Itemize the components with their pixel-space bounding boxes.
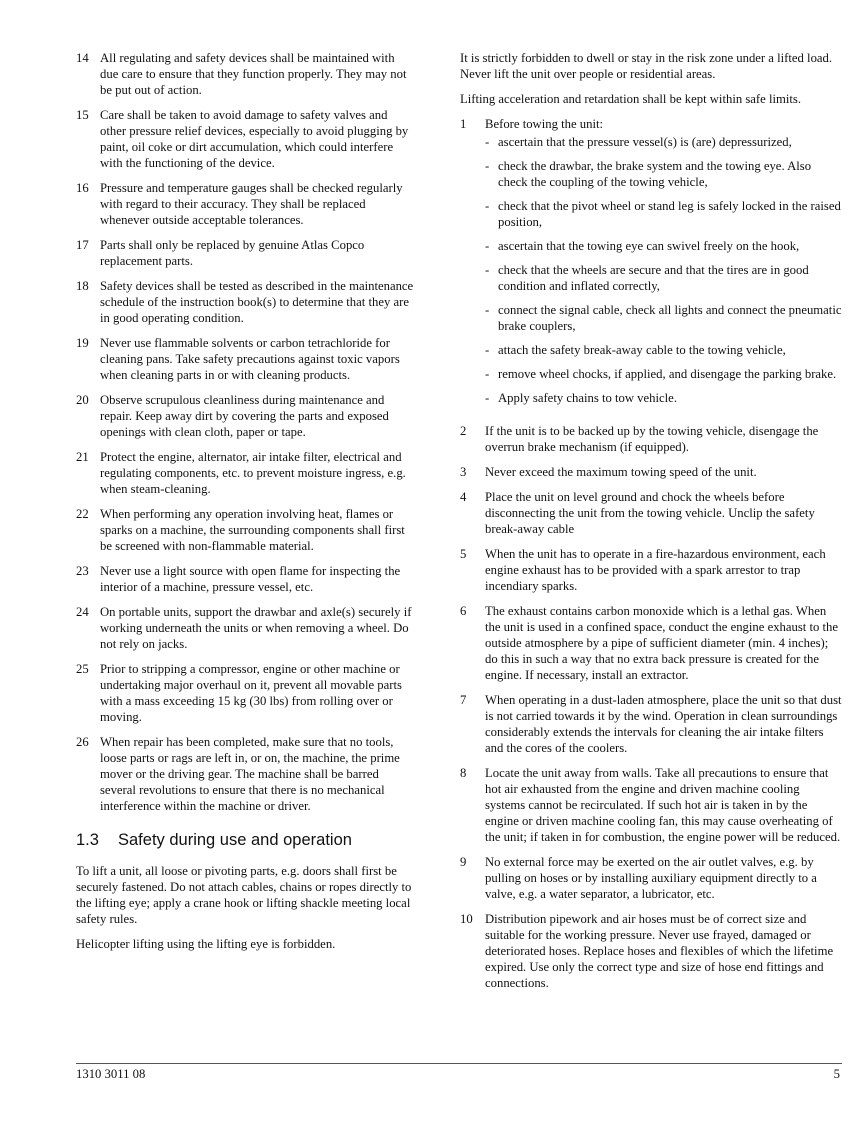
item-body bbox=[485, 765, 842, 845]
item-number: 1 bbox=[460, 117, 467, 131]
item-text: Prior to stripping a compressor, engine or other machine or undertaking major overhaul on it, prevent all movable parts with a mass exceeding 15 kg (30 lbs) from rolling over or moving. bbox=[100, 662, 402, 724]
item-body bbox=[485, 911, 842, 991]
item-number: 25 bbox=[76, 662, 89, 676]
right-column bbox=[460, 50, 842, 1000]
numbered-item bbox=[460, 692, 842, 756]
bullet-dash: - bbox=[485, 343, 490, 357]
item-text: The exhaust contains carbon monoxide which is a lethal gas. When the unit is used in a confined space, conduct the engine exhaust to the outside atmosphere by a pipe of sufficient diameter (min. 4 inches); do this in such a way that no extra back pressure is created for the engine. If necessary, install an extractor. bbox=[485, 604, 839, 682]
item-body bbox=[485, 489, 842, 537]
bullet-dash: - bbox=[485, 135, 490, 149]
numbered-item bbox=[76, 604, 416, 652]
numbered-item bbox=[76, 506, 416, 554]
numbered-item bbox=[76, 107, 416, 171]
item-body bbox=[100, 449, 416, 497]
item-text: When operating in a dust-laden atmosphere, place the unit so that dust is not carried towards it by the wind. Operation in clean surroundings considerably extends the intervals for cleaning the air intake filters and the cores of the coolers. bbox=[485, 693, 842, 755]
bullet-dash: - bbox=[485, 199, 490, 213]
item-text: When repair has been completed, make sure that no tools, loose parts or rags are left in, or on, the machine, the prime mover or the driving gear. The machine shall be barred several revolutions to ensure that there is no mechanical interference within the machine or driver. bbox=[100, 735, 400, 813]
item-body bbox=[485, 464, 842, 480]
intro-paragraph: It is strictly forbidden to dwell or stay in the risk zone under a lifted load. Never lift the unit over people or residential areas. bbox=[460, 51, 833, 81]
item-text: Distribution pipework and air hoses must be of correct size and suitable for the working pressure. Never use frayed, damaged or deteriorated hoses. Replace hoses and flexibles of which the lifetime expired. Use only the correct type and size of hose end fittings and connections. bbox=[485, 912, 834, 990]
bullet-text: remove wheel chocks, if applied, and disengage the parking brake. bbox=[498, 367, 837, 381]
bullet-item bbox=[485, 158, 842, 190]
bullet-item bbox=[485, 134, 842, 150]
bullet-text: check the drawbar, the brake system and the towing eye. Also check the coupling of the towing vehicle, bbox=[498, 159, 812, 189]
bullet-item bbox=[485, 262, 842, 294]
item-text: Parts shall only be replaced by genuine Atlas Copco replacement parts. bbox=[100, 238, 365, 268]
numbered-item bbox=[76, 563, 416, 595]
item-number: 8 bbox=[460, 766, 467, 780]
bullet-item bbox=[485, 342, 842, 358]
numbered-item bbox=[76, 734, 416, 814]
section-paragraph: To lift a unit, all loose or pivoting parts, e.g. doors shall first be securely fastened. Do not attach cables, chains or ropes directly to the lifting eye; apply a crane hook or lifting shackle meeting local safety rules. bbox=[76, 864, 412, 926]
item-number: 20 bbox=[76, 393, 89, 407]
item-text: If the unit is to be backed up by the towing vehicle, disengage the overrun brake mechanism (if equipped). bbox=[485, 424, 819, 454]
numbered-item bbox=[460, 854, 842, 902]
numbered-item bbox=[76, 335, 416, 383]
bullet-dash: - bbox=[485, 391, 490, 405]
item-number: 4 bbox=[460, 490, 467, 504]
bullet-dash: - bbox=[485, 159, 490, 173]
item-number: 3 bbox=[460, 465, 467, 479]
item-number: 10 bbox=[460, 912, 473, 926]
item-text: Before towing the unit: bbox=[485, 117, 604, 131]
bullet-item bbox=[485, 390, 842, 406]
item-body bbox=[485, 692, 842, 756]
bullet-dash: - bbox=[485, 263, 490, 277]
numbered-item bbox=[76, 237, 416, 269]
item-number: 23 bbox=[76, 564, 89, 578]
item-body bbox=[100, 180, 416, 228]
document-number: 1310 3011 08 bbox=[76, 1067, 146, 1081]
item-body bbox=[100, 604, 416, 652]
item-text: Place the unit on level ground and chock the wheels before disconnecting the unit from the towing vehicle. Unclip the safety break-away cable bbox=[485, 490, 815, 536]
bullet-dash: - bbox=[485, 239, 490, 253]
numbered-item bbox=[76, 449, 416, 497]
item-body bbox=[485, 423, 842, 455]
item-body bbox=[485, 603, 842, 683]
item-body bbox=[100, 563, 416, 595]
item-number: 19 bbox=[76, 336, 89, 350]
numbered-item bbox=[76, 278, 416, 326]
item-number: 5 bbox=[460, 547, 467, 561]
numbered-item bbox=[460, 464, 842, 480]
item-body bbox=[100, 335, 416, 383]
numbered-item bbox=[460, 603, 842, 683]
bullet-item bbox=[485, 302, 842, 334]
item-text: Locate the unit away from walls. Take all precautions to ensure that hot air exhausted from the engine and driven machine cooling systems cannot be recirculated. If such hot air is taken in by the engine or driven machine cooling fan, this may cause overheating of the unit; if taken in for combustion, the engine power will be reduced. bbox=[485, 766, 841, 844]
item-text: On portable units, support the drawbar and axle(s) securely if working underneath the units or when removing a wheel. Do not rely on jacks. bbox=[100, 605, 412, 651]
bullet-item bbox=[485, 198, 842, 230]
section-paragraph: Helicopter lifting using the lifting eye is forbidden. bbox=[76, 937, 336, 951]
intro-paragraph: Lifting acceleration and retardation shall be kept within safe limits. bbox=[460, 92, 802, 106]
item-text: All regulating and safety devices shall be maintained with due care to ensure that they function properly. They may not be put out of action. bbox=[100, 51, 407, 97]
numbered-item bbox=[76, 50, 416, 98]
item-body bbox=[100, 392, 416, 440]
item-body bbox=[100, 734, 416, 814]
section-number: 1.3 bbox=[76, 831, 99, 849]
item-number: 17 bbox=[76, 238, 89, 252]
bullet-item bbox=[485, 238, 842, 254]
item-text: Protect the engine, alternator, air intake filter, electrical and regulating components, etc. to prevent moisture ingress, e.g. when steam-cleaning. bbox=[100, 450, 406, 496]
bullet-dash: - bbox=[485, 367, 490, 381]
numbered-item bbox=[76, 392, 416, 440]
section-title: Safety during use and operation bbox=[118, 831, 352, 849]
item-text: No external force may be exerted on the air outlet valves, e.g. by pulling on hoses or by installing auxiliary equipment directly to a valve, e.g. a water separator, a lubricator, etc. bbox=[485, 855, 817, 901]
item-number: 9 bbox=[460, 855, 467, 869]
item-number: 16 bbox=[76, 181, 89, 195]
item-body bbox=[485, 546, 842, 594]
bullet-text: Apply safety chains to tow vehicle. bbox=[498, 391, 677, 405]
item-text: Care shall be taken to avoid damage to safety valves and other pressure relief devices, especially to avoid plugging by paint, oil coke or dirt accumulation, which could interfere with the functioning of the device. bbox=[100, 108, 409, 170]
numbered-item bbox=[460, 489, 842, 537]
item-body bbox=[485, 854, 842, 902]
item-body bbox=[100, 278, 416, 326]
page-number: 5 bbox=[833, 1067, 840, 1081]
numbered-item bbox=[460, 423, 842, 455]
item-number: 7 bbox=[460, 693, 467, 707]
section-heading bbox=[76, 830, 416, 850]
footer-rule bbox=[76, 1063, 842, 1064]
item-body bbox=[100, 107, 416, 171]
bullet-text: ascertain that the pressure vessel(s) is (are) depressurized, bbox=[498, 135, 792, 149]
item-text: Observe scrupulous cleanliness during maintenance and repair. Keep away dirt by covering the parts and exposed openings with clean cloth, paper or tape. bbox=[100, 393, 389, 439]
item-number: 26 bbox=[76, 735, 89, 749]
item-text: When the unit has to operate in a fire-hazardous environment, each engine exhaust has to be provided with a spark arrestor to trap incendiary sparks. bbox=[485, 547, 826, 593]
item-number: 21 bbox=[76, 450, 89, 464]
numbered-item bbox=[76, 180, 416, 228]
numbered-item bbox=[76, 661, 416, 725]
item-body bbox=[100, 50, 416, 98]
item-text: Never use flammable solvents or carbon tetrachloride for cleaning pans. Take safety precautions against toxic vapors when cleaning parts in or with cleaning products. bbox=[100, 336, 400, 382]
numbered-item bbox=[460, 765, 842, 845]
numbered-item bbox=[460, 546, 842, 594]
numbered-item bbox=[460, 116, 842, 414]
item-text: When performing any operation involving heat, flames or sparks on a machine, the surrounding components shall first be screened with non-flammable material. bbox=[100, 507, 405, 553]
item-text: Never exceed the maximum towing speed of the unit. bbox=[485, 465, 757, 479]
numbered-item bbox=[460, 911, 842, 991]
bullet-text: check that the wheels are secure and that the tires are in good condition and inflated correctly, bbox=[498, 263, 809, 293]
left-column bbox=[76, 50, 416, 961]
right-item-list bbox=[460, 116, 842, 991]
bullet-text: connect the signal cable, check all lights and connect the pneumatic brake couplers, bbox=[498, 303, 842, 333]
item-body bbox=[100, 237, 416, 269]
item-number: 6 bbox=[460, 604, 467, 618]
bullet-item bbox=[485, 366, 842, 382]
bullet-text: ascertain that the towing eye can swivel freely on the hook, bbox=[498, 239, 800, 253]
left-item-list bbox=[76, 50, 416, 814]
item-number: 14 bbox=[76, 51, 89, 65]
item-number: 24 bbox=[76, 605, 89, 619]
item-body bbox=[100, 661, 416, 725]
item-number: 15 bbox=[76, 108, 89, 122]
item-number: 18 bbox=[76, 279, 89, 293]
item-body bbox=[485, 116, 842, 414]
bullet-text: check that the pivot wheel or stand leg is safely locked in the raised position, bbox=[498, 199, 841, 229]
bullet-dash: - bbox=[485, 303, 490, 317]
item-text: Safety devices shall be tested as described in the maintenance schedule of the instruction book(s) to determine that they are in good operating condition. bbox=[100, 279, 414, 325]
bullet-list bbox=[485, 134, 842, 406]
bullet-text: attach the safety break-away cable to the towing vehicle, bbox=[498, 343, 786, 357]
item-number: 22 bbox=[76, 507, 89, 521]
item-body bbox=[100, 506, 416, 554]
item-text: Never use a light source with open flame for inspecting the interior of a machine, pressure vessel, etc. bbox=[100, 564, 401, 594]
item-number: 2 bbox=[460, 424, 467, 438]
item-text: Pressure and temperature gauges shall be checked regularly with regard to their accuracy. They shall be replaced whenever outside acceptable tolerances. bbox=[100, 181, 403, 227]
